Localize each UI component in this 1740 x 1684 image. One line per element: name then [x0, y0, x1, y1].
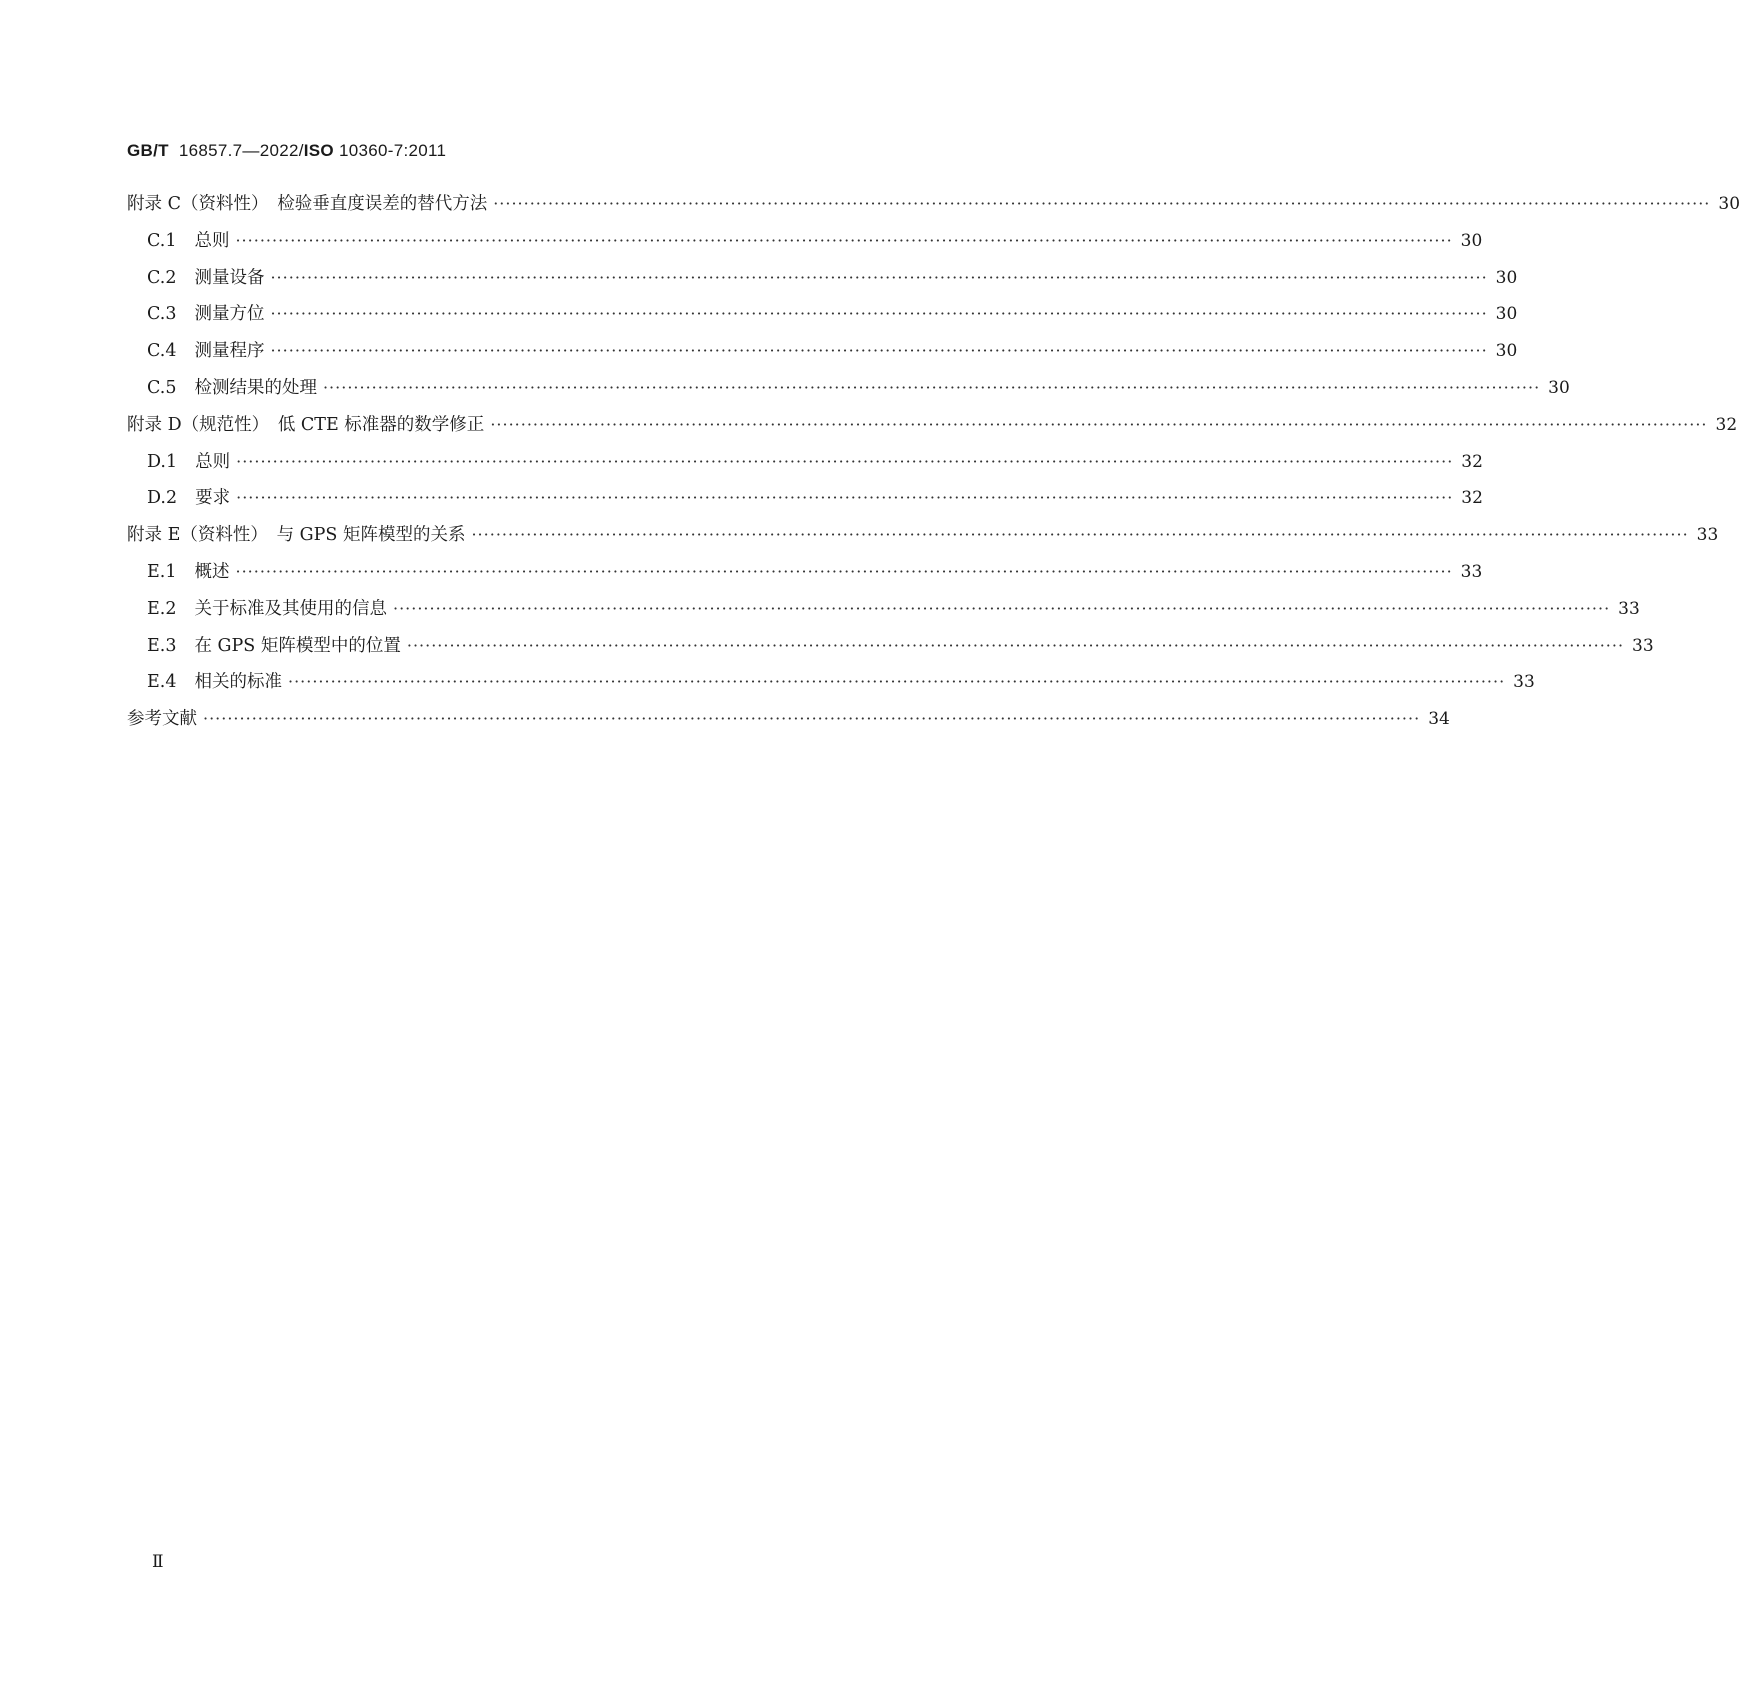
toc-page-number: 33 — [1513, 672, 1535, 693]
toc-title: 关于标准及其使用的信息 — [194, 598, 387, 619]
standard-number: 16857.7—2022/ — [178, 141, 304, 160]
dot-leader: ········································································································································································································ — [235, 561, 1453, 581]
toc-label — [147, 450, 232, 474]
toc-page-number: 32 — [1461, 488, 1483, 509]
toc-label — [147, 266, 266, 290]
toc-title: 测量程序 — [194, 341, 265, 362]
toc-label — [147, 634, 403, 658]
toc-title: 测量设备 — [194, 267, 265, 288]
dot-leader: ········································································································································································································ — [322, 377, 1541, 397]
dot-leader: ········································································································································································································ — [203, 709, 1421, 729]
toc-subentry[interactable] — [127, 560, 1483, 597]
toc-section-number: C.2 — [147, 267, 177, 288]
toc-title: 测量方位 — [194, 304, 265, 325]
toc-label — [147, 670, 284, 694]
toc-page-number: 32 — [1461, 451, 1483, 472]
toc-label — [147, 376, 319, 400]
toc-title: 总则 — [195, 451, 231, 472]
dot-leader: ········································································································································································································ — [392, 598, 1611, 618]
iso-prefix: ISO — [303, 141, 334, 160]
toc-page-number: 33 — [1632, 635, 1654, 656]
toc-label — [127, 707, 199, 731]
dot-leader: ········································································································································································································ — [490, 414, 1708, 434]
dot-leader: ········································································································································································································ — [471, 525, 1689, 545]
dot-leader: ········································································································································································································ — [236, 451, 1454, 471]
toc-page-number: 33 — [1460, 561, 1483, 582]
toc-page-number: 30 — [1718, 194, 1740, 214]
toc-entry[interactable] — [127, 707, 1450, 744]
toc-page-number: 34 — [1428, 709, 1450, 730]
toc-entry[interactable] — [127, 413, 1738, 450]
toc-page-number: 32 — [1715, 414, 1738, 435]
toc-section-number: D.1 — [147, 451, 178, 472]
dot-leader: ········································································································································································································ — [270, 341, 1488, 361]
toc-page-number: 30 — [1495, 267, 1518, 288]
toc-subentry[interactable] — [127, 376, 1570, 413]
toc-title: 附录 D（规范性） 低 CTE 标准器的数学修正 — [127, 414, 485, 435]
toc-title: 概述 — [194, 561, 230, 582]
toc-subentry[interactable] — [127, 339, 1518, 376]
toc-section-number: E.3 — [147, 635, 177, 656]
dot-leader: ········································································································································································································ — [493, 194, 1711, 213]
toc-subentry[interactable] — [127, 670, 1535, 707]
dot-leader: ········································································································································································································ — [270, 267, 1488, 287]
page-number: Ⅱ — [152, 1552, 164, 1572]
toc-page-number: 30 — [1548, 377, 1570, 398]
toc-title: 附录 C（资料性） 检验垂直度误差的替代方法 — [127, 194, 488, 214]
toc-title: 附录 E（资料性） 与 GPS 矩阵模型的关系 — [127, 525, 466, 546]
toc-title: 在 GPS 矩阵模型中的位置 — [194, 635, 401, 656]
toc-label — [147, 302, 266, 326]
toc-title: 相关的标准 — [194, 672, 282, 693]
toc-label — [147, 597, 389, 621]
toc-subentry[interactable] — [127, 486, 1483, 523]
document-header — [127, 141, 446, 161]
toc-page-number: 33 — [1618, 598, 1640, 619]
toc-subentry[interactable] — [127, 634, 1654, 671]
toc-section-number: C.5 — [147, 377, 177, 398]
toc-section-number: D.2 — [147, 488, 178, 509]
dot-leader: ········································································································································································································ — [287, 672, 1506, 692]
toc-title: 总则 — [194, 230, 230, 251]
toc-subentry[interactable] — [127, 597, 1640, 634]
toc-page-number: 30 — [1460, 230, 1483, 251]
toc-subentry[interactable] — [127, 302, 1518, 339]
toc-page-number: 30 — [1495, 341, 1518, 362]
toc-label — [147, 339, 266, 363]
toc-section-number: C.4 — [147, 341, 177, 362]
iso-number: 10360-7:2011 — [338, 141, 447, 160]
toc-section-number: E.2 — [147, 598, 177, 619]
toc-title: 要求 — [195, 488, 231, 509]
toc-subentry[interactable] — [127, 450, 1483, 487]
toc-label — [147, 486, 232, 510]
toc-subentry[interactable] — [127, 229, 1483, 266]
dot-leader: ········································································································································································································ — [235, 230, 1453, 250]
toc-label — [127, 523, 467, 547]
dot-leader: ········································································································································································································ — [406, 635, 1625, 655]
toc-entry[interactable] — [127, 523, 1719, 560]
toc-entry[interactable] — [127, 192, 1740, 229]
toc-subentry[interactable] — [127, 266, 1518, 303]
toc-section-number: C.1 — [147, 230, 177, 251]
toc-label — [127, 192, 489, 216]
toc-title: 参考文献 — [127, 709, 197, 730]
toc-section-number: C.3 — [147, 304, 177, 325]
dot-leader: ········································································································································································································ — [236, 488, 1454, 508]
standard-prefix: GB/T — [127, 141, 169, 160]
toc-label — [127, 413, 486, 437]
toc-page-number: 30 — [1495, 304, 1518, 325]
table-of-contents — [127, 192, 1740, 744]
toc-section-number: E.1 — [147, 561, 177, 582]
toc-label — [147, 560, 231, 584]
toc-label — [147, 229, 231, 253]
toc-page-number: 33 — [1696, 525, 1719, 546]
toc-section-number: E.4 — [147, 672, 177, 693]
dot-leader: ········································································································································································································ — [270, 304, 1488, 324]
toc-title: 检测结果的处理 — [194, 377, 317, 398]
